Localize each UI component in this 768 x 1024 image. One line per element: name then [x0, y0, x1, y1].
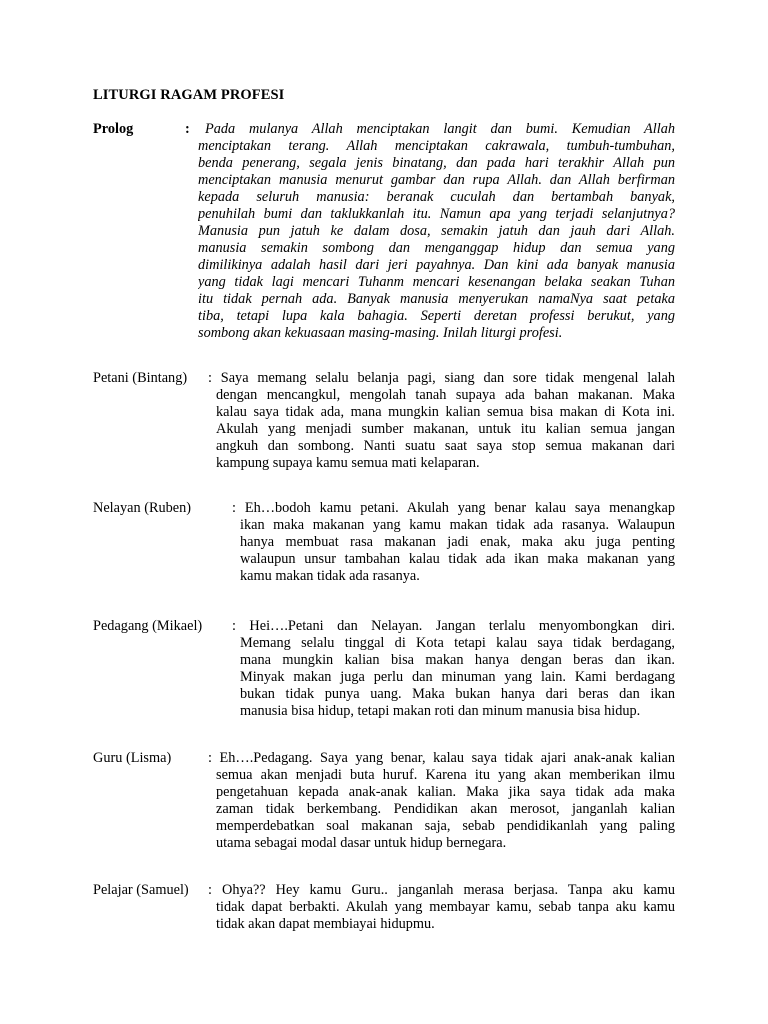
prolog-line: menciptakan manusia menurut gambar dan rupa Allah. dan Allah berfirman	[198, 172, 675, 188]
prolog-line: kepada seluruh manusia: beranak cuculah dan bertambah banyak,	[198, 189, 675, 205]
prolog-line: penuhilah bumi dan taklukkanlah itu. Namun apa yang terjadi selanjutnya?	[198, 206, 675, 222]
speech-line: manusia bisa hidup, tetapi makan roti dan minum manusia bisa hidup.	[240, 703, 641, 719]
prolog-line: Manusia pun jatuh ke dalam dosa, semakin jatuh dan jauh dari Allah.	[198, 223, 675, 239]
speech-line: kalau saya tidak ada, mana mungkin kalian semua bisa makan di Kota ini.	[216, 404, 675, 420]
speech-line: : Saya memang selalu belanja pagi, siang dan sore tidak mengenal lalah	[208, 370, 675, 386]
prolog-section	[93, 121, 675, 346]
speech-text	[208, 370, 675, 472]
speech-line: dengan mencangkul, mengolah tanah supaya ada bahan makanan. Maka	[216, 387, 675, 403]
speech-text	[208, 882, 675, 933]
speech-nelayan	[93, 500, 675, 590]
prolog-line: yang tidak lagi mencari Tuhanm mencari kesenangan belaka seakan Tuhan	[198, 274, 675, 290]
prolog-line: sombong akan kekuasaan masing-masing. Inilah liturgi profesi.	[198, 325, 563, 341]
speech-line: : Ohya?? Hey kamu Guru.. janganlah merasa berjasa. Tanpa aku kamu	[208, 882, 675, 898]
document-title: LITURGI RAGAM PROFESI	[93, 87, 285, 103]
speech-pedagang	[93, 618, 675, 723]
speech-line: : Hei….Petani dan Nelayan. Jangan terlalu menyombongkan diri.	[232, 618, 675, 634]
speech-line: Akulah yang menjadi sumber makanan, untuk itu kalian semua jangan	[216, 421, 675, 437]
speech-petani	[93, 370, 675, 475]
speech-line: tidak dapat berbakti. Akulah yang membayar kamu, sebab tanpa aku kamu	[216, 899, 675, 915]
speech-line: walaupun unsur tambahan kalau tidak ada ikan maka makanan yang	[240, 551, 675, 567]
speech-text	[208, 750, 675, 852]
speech-line: mana mungkin kalian bisa makan hanya dengan beras dan ikan.	[240, 652, 675, 668]
prolog-line: Pada mulanya Allah menciptakan langit dan bumi. Kemudian Allah	[205, 121, 675, 137]
speech-line: : Eh…bodoh kamu petani. Akulah yang benar kalau saya menangkap	[232, 500, 675, 516]
speech-line: hanya membuat rasa makanan jadi enak, maka aku juga penting	[240, 534, 675, 550]
speech-line: ikan maka makanan yang kamu makan tidak ada rasanya. Walaupun	[240, 517, 675, 533]
speech-line: pengetahuan kepada anak-anak kalian. Maka jika saya tidak ada maka	[216, 784, 675, 800]
speech-line: semua akan menjadi buta huruf. Karena itu yang akan memberikan ilmu	[216, 767, 675, 783]
prolog-line: manusia semakin sombong dan menganggap hidup dan semua yang	[198, 240, 675, 256]
speech-line: Minyak makan juga perlu dan minuman yang lain. Kami berdagang	[240, 669, 675, 685]
speech-line: tidak akan dapat membiayai hidupmu.	[216, 916, 435, 932]
prolog-line: dimilikinya adalah hasil dari jeri payahnya. Dan kini ada banyak manusia	[198, 257, 675, 273]
speaker-name: Pedagang (Mikael)	[93, 618, 203, 634]
speech-guru	[93, 750, 675, 855]
speech-text	[232, 500, 675, 585]
speaker-name: Pelajar (Samuel)	[93, 882, 189, 898]
speech-pelajar	[93, 882, 675, 937]
speech-line: : Eh….Pedagang. Saya yang benar, kalau saya tidak ajari anak-anak kalian	[208, 750, 675, 766]
prolog-label: Prolog	[93, 121, 134, 137]
speaker-name: Nelayan (Ruben)	[93, 500, 192, 516]
speech-line: zaman tidak berkembang. Pendidikan akan merosot, janganlah kalian	[216, 801, 675, 817]
speaker-name: Guru (Lisma)	[93, 750, 172, 766]
speech-line: bukan tidak punya uang. Maka bukan hanya dari beras dan ikan	[240, 686, 675, 702]
prolog-line: benda penerang, segala jenis binatang, dan pada hari terakhir Allah pun	[198, 155, 675, 171]
speech-line: Memang selalu tinggal di Kota tetapi kalau saya tidak berdagang,	[240, 635, 675, 651]
prolog-line: itu tidak pernah ada. Banyak manusia menyerukan namaNya saat petaka	[198, 291, 675, 307]
speech-text	[232, 618, 675, 720]
prolog-line: tiba, tetapi lupa kala bahagia. Seperti deretan professi berukut, yang	[198, 308, 675, 324]
prolog-text	[198, 121, 675, 342]
speech-line: memperdebatkan soal makanan saja, sebab pendidikanlah yang paling	[216, 818, 675, 834]
prolog-line: menciptakan terang. Allah menciptakan cakrawala, tumbuh-tumbuhan,	[198, 138, 675, 154]
prolog-colon: :	[185, 121, 190, 137]
speech-line: kampung supaya kamu semua mati kelaparan.	[216, 455, 480, 471]
speech-line: utama sebagai modal dasar untuk hidup bernegara.	[216, 835, 507, 851]
speech-line: angkuh dan sombong. Nanti suatu saat saya stop semua makanan dari	[216, 438, 675, 454]
speech-line: kamu makan tidak ada rasanya.	[240, 568, 420, 584]
speaker-name: Petani (Bintang)	[93, 370, 188, 386]
